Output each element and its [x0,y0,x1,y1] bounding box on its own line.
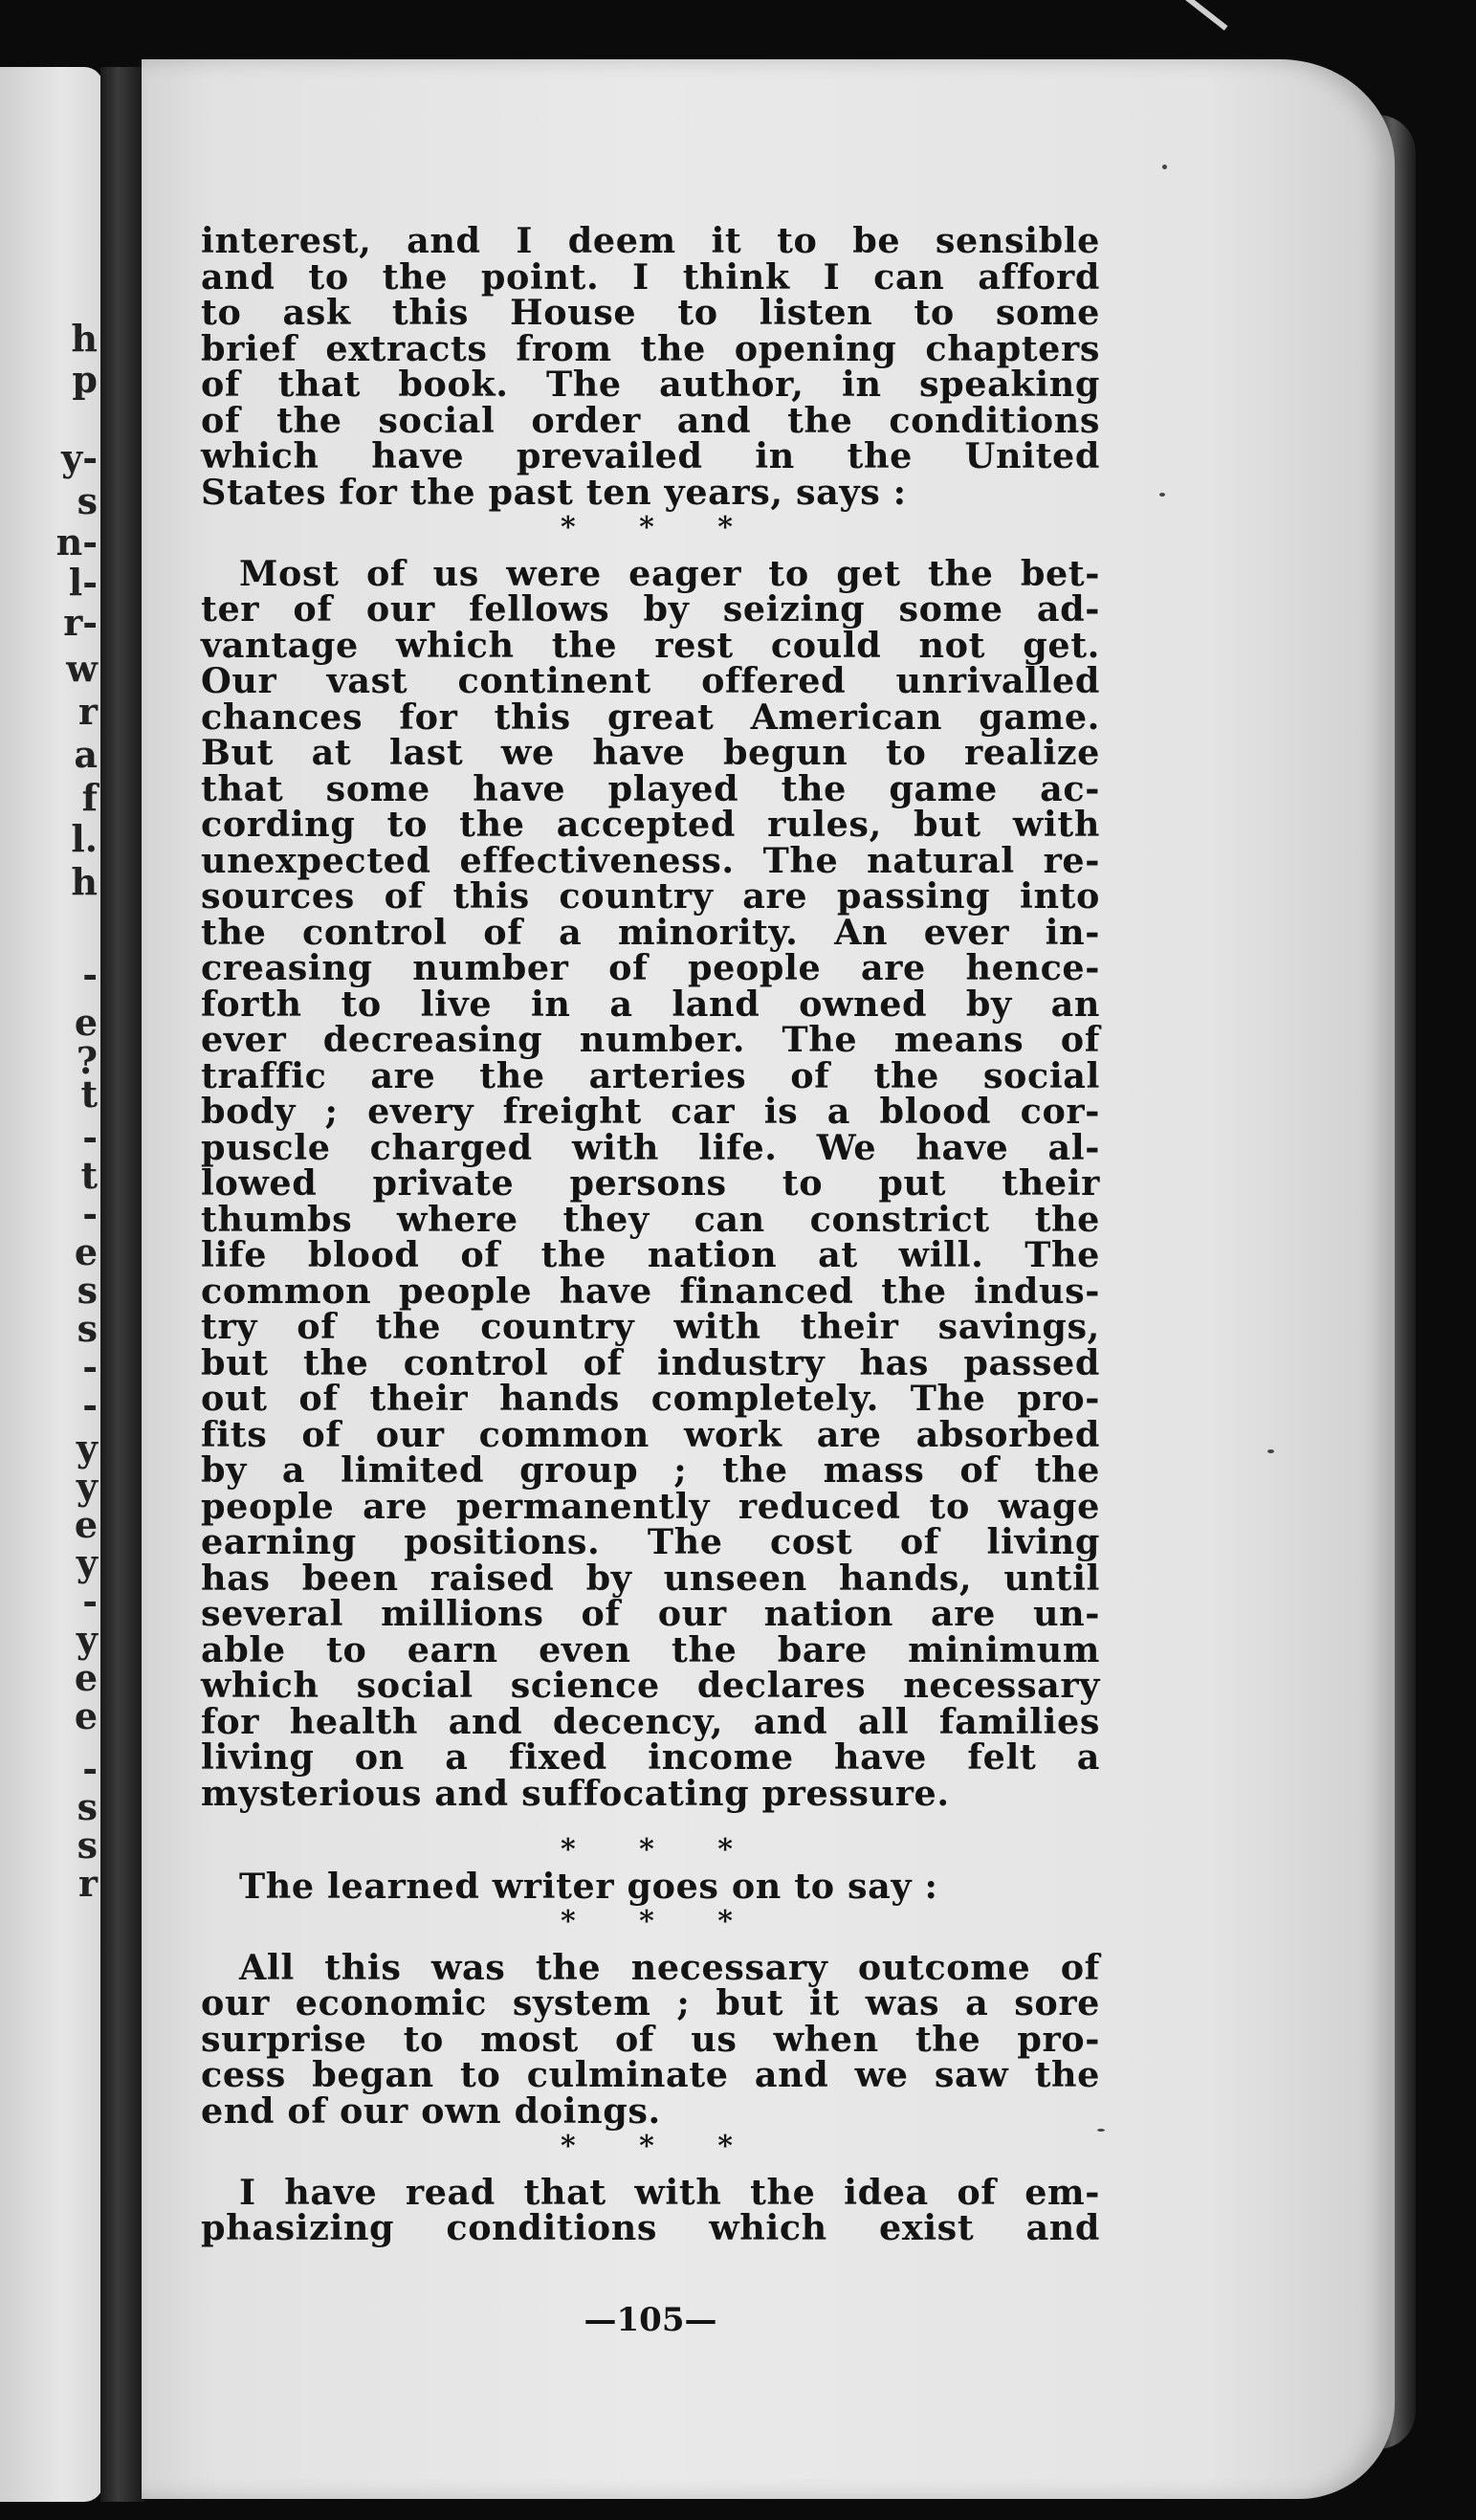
text-line: people are permanently reduced to wage [201,1485,1100,1527]
left-page-fragment: e [74,1001,98,1044]
text-line: which social science declares necessary [201,1665,1100,1706]
left-page-fragment: e [74,1694,98,1737]
left-page-fragment: - [82,953,98,996]
text-line: of that book. The author, in speaking [201,364,1100,405]
text-line: life blood of the nation at will. The [201,1234,1100,1275]
left-page-fragment: e [74,1656,98,1699]
text-line: I have read that with the idea of em- [239,2171,1100,2213]
text-line: try of the country with their savings, [201,1306,1100,1347]
text-line: Most of us were eager to get the bet- [239,552,1100,594]
text-line: The learned writer goes on to say : [239,1865,938,1907]
left-page-fragment: - [82,1192,98,1235]
section-divider: * * * [561,1833,760,1867]
left-page-fragment: p [72,358,98,401]
left-page-fragment: s [77,1824,98,1867]
text-line: able to earn even the bare minimum [201,1628,1100,1670]
left-page-fragment: y [76,1618,98,1661]
text-line: traffic are the arteries of the social [201,1054,1100,1096]
text-line: ter of our fellows by seizing some ad- [201,588,1100,630]
left-facing-page [0,67,103,2502]
left-page-fragment: s [77,1307,98,1350]
left-page-fragment: n- [55,520,98,564]
dust-speck [1097,2129,1105,2132]
text-line: end of our own doings. [201,2089,661,2132]
text-line: States for the past ten years, says : [201,471,907,513]
text-line: common people have financed the indus- [201,1270,1100,1312]
left-page-fragment: l. [71,817,98,860]
left-page-fragment: s [77,1785,98,1828]
text-line: earning positions. The cost of living [201,1521,1100,1562]
text-line: thumbs where they can constrict the [201,1198,1100,1240]
left-page-fragment: t [80,1072,98,1116]
text-line: that some have played the game ac- [201,767,1100,809]
text-line: cess began to culminate and we saw the [201,2054,1100,2095]
left-page-fragment: a [74,733,98,776]
page-number: —105— [584,2301,717,2339]
text-line: for health and decency, and all families [201,1700,1100,1742]
left-page-fragment: r [77,690,98,733]
text-line: to ask this House to listen to some [201,292,1100,333]
left-page-fragment: - [82,1580,98,1623]
text-line: sources of this country are passing into [201,875,1100,917]
left-page-fragment: - [82,1116,98,1159]
text-line: chances for this great American game. [201,696,1100,738]
section-divider: * * * [561,2130,760,2163]
text-line: creasing number of people are hence- [201,947,1100,988]
text-line: puscle charged with life. We have al- [201,1126,1100,1168]
text-line: unexpected effectiveness. The natural re- [201,839,1100,881]
vertical-spacer [201,1811,1100,1832]
left-page-fragment: t [80,1154,98,1197]
left-page-fragment: y [76,1465,98,1508]
left-page-fragment: - [82,1747,98,1790]
left-page-fragment: - [82,1383,98,1426]
text-line: the control of a minority. An ever in- [201,911,1100,953]
text-line: phasizing conditions which exist and [201,2207,1100,2248]
left-page-fragment: r [77,1862,98,1905]
left-page-fragment: e [74,1503,98,1546]
left-page-fragment: - [82,1345,98,1388]
dust-speck [1267,1449,1274,1453]
text-line: several millions of our nation are un- [201,1593,1100,1634]
left-page-fragment: y [76,1426,98,1470]
text-line: of the social order and the conditions [201,399,1100,441]
text-line: All this was the necessary outcome of [239,1946,1100,1988]
text-line: fits of our common work are absorbed [201,1413,1100,1455]
text-line: body ; every freight car is a blood cor- [201,1091,1100,1132]
left-page-fragment: r- [63,601,98,644]
text-line: which have prevailed in the United [201,435,1100,476]
text-line: ever decreasing number. The means of [201,1019,1100,1060]
text-line: surprise to most of us when the pro- [201,2018,1100,2060]
left-page-fragment: l- [68,561,98,604]
text-line: by a limited group ; the mass of the [201,1449,1100,1491]
scan-scratch [1179,0,1228,31]
text-line: our economic system ; but it was a sore [201,1982,1100,2023]
section-divider: * * * [561,511,760,544]
text-line: but the control of industry has passed [201,1341,1100,1383]
left-page-fragment: f [81,776,98,819]
left-page-fragment: ? [76,1039,98,1082]
book-gutter [100,67,144,2502]
left-page-fragment: h [71,860,98,903]
text-line: forth to live in a land owned by an [201,983,1100,1025]
dust-speck [1159,493,1165,497]
text-line: lowed private persons to put their [201,1162,1100,1204]
section-divider: * * * [561,1905,760,1938]
dust-speck [1162,165,1167,169]
text-line: interest, and I deem it to be sensible [201,220,1100,261]
left-page-fragment: y- [61,436,98,479]
text-line: But at last we have begun to realize [201,732,1100,773]
left-page-fragment: s [77,479,98,522]
page-text [201,220,1100,2248]
text-line: mysterious and suffocating pressure. [201,1772,950,1814]
left-page-fragment: w [66,647,98,690]
text-line: brief extracts from the opening chapters [201,327,1100,369]
left-page-fragment: h [71,317,98,360]
left-page-fragment: e [74,1230,98,1273]
text-line: Our vast continent offered unrivalled [201,660,1100,701]
text-line: vantage which the rest could not get. [201,624,1100,666]
text-line: has been raised by unseen hands, until [201,1557,1100,1599]
text-line: cording to the accepted rules, but with [201,804,1100,845]
text-line: living on a fixed income have felt a [201,1736,1100,1778]
left-page-fragment: y [76,1541,98,1584]
left-page-fragment: s [77,1269,98,1312]
text-line: out of their hands completely. The pro- [201,1378,1100,1419]
text-line: and to the point. I think I can afford [201,255,1100,298]
